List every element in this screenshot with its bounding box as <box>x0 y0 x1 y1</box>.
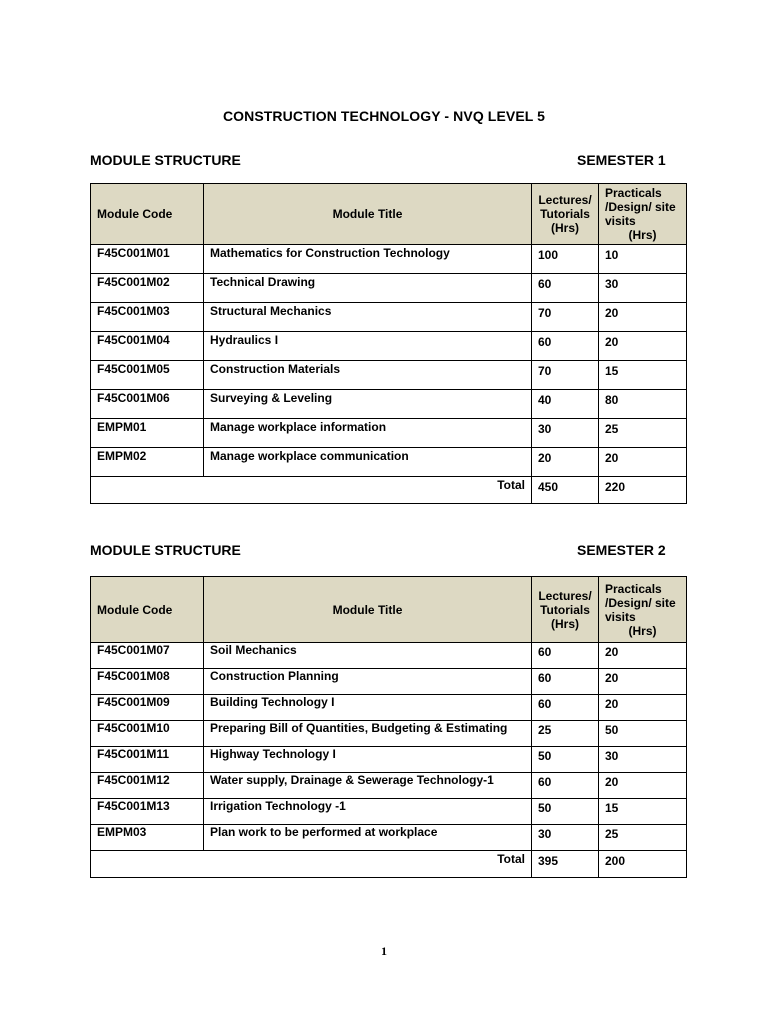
practicals-hrs-cell: 15 <box>599 799 687 825</box>
header-practicals-hrs: (Hrs) <box>628 228 657 242</box>
lectures-hrs-cell: 25 <box>532 721 599 747</box>
practicals-hrs-cell: 15 <box>599 361 687 390</box>
header-practicals <box>599 184 687 245</box>
document-title: CONSTRUCTION TECHNOLOGY - NVQ LEVEL 5 <box>222 108 546 124</box>
header-lectures <box>532 577 599 643</box>
table-body <box>91 245 687 477</box>
module-code-cell: F45C001M08 <box>91 669 204 695</box>
module-title-cell: Building Technology I <box>204 695 532 721</box>
lectures-hrs-cell: 60 <box>532 274 599 303</box>
header-practicals <box>599 577 687 643</box>
module-title-cell: Water supply, Drainage & Sewerage Technology-1 <box>204 773 532 799</box>
lectures-hrs-cell: 100 <box>532 245 599 274</box>
module-code-cell: F45C001M07 <box>91 643 204 669</box>
table-header-row <box>91 577 687 643</box>
semester-label: SEMESTER 1 <box>577 152 666 168</box>
module-code-cell: F45C001M02 <box>91 274 204 303</box>
lectures-hrs-cell: 20 <box>532 448 599 477</box>
table-row <box>91 245 687 274</box>
module-table-semester-2 <box>90 576 687 878</box>
practicals-hrs-cell: 10 <box>599 245 687 274</box>
practicals-hrs-cell: 30 <box>599 747 687 773</box>
lectures-hrs-cell: 50 <box>532 799 599 825</box>
practicals-hrs-cell: 20 <box>599 669 687 695</box>
module-title-cell: Hydraulics I <box>204 332 532 361</box>
total-label: Total <box>91 477 532 504</box>
total-label: Total <box>91 851 532 878</box>
practicals-hrs-cell: 30 <box>599 274 687 303</box>
table-row <box>91 390 687 419</box>
practicals-hrs-cell: 25 <box>599 825 687 851</box>
practicals-hrs-cell: 20 <box>599 695 687 721</box>
table-row <box>91 747 687 773</box>
header-lectures-label: Lectures/ Tutorials <box>538 588 592 617</box>
table-row <box>91 825 687 851</box>
module-title-cell: Structural Mechanics <box>204 303 532 332</box>
table-row <box>91 669 687 695</box>
lectures-hrs-cell: 60 <box>532 332 599 361</box>
module-code-cell: F45C001M03 <box>91 303 204 332</box>
module-code-cell: F45C001M04 <box>91 332 204 361</box>
lectures-hrs-cell: 70 <box>532 361 599 390</box>
lectures-hrs-cell: 30 <box>532 825 599 851</box>
module-code-cell: F45C001M12 <box>91 773 204 799</box>
table-row <box>91 419 687 448</box>
header-practicals-label: Practicals /Design/ site visits <box>605 186 676 228</box>
practicals-hrs-cell: 80 <box>599 390 687 419</box>
module-title-cell: Manage workplace information <box>204 419 532 448</box>
module-title-cell: Mathematics for Construction Technology <box>204 245 532 274</box>
table-row <box>91 361 687 390</box>
module-title-cell: Manage workplace communication <box>204 448 532 477</box>
table-row <box>91 274 687 303</box>
header-module-code: Module Code <box>91 184 204 245</box>
table-row <box>91 695 687 721</box>
module-code-cell: F45C001M01 <box>91 245 204 274</box>
table-row <box>91 643 687 669</box>
practicals-hrs-cell: 20 <box>599 448 687 477</box>
lectures-hrs-cell: 60 <box>532 773 599 799</box>
table-row <box>91 332 687 361</box>
table-body <box>91 643 687 851</box>
header-module-title: Module Title <box>204 184 532 245</box>
module-title-cell: Soil Mechanics <box>204 643 532 669</box>
module-title-cell: Highway Technology I <box>204 747 532 773</box>
lectures-hrs-cell: 30 <box>532 419 599 448</box>
table-row <box>91 721 687 747</box>
practicals-hrs-cell: 20 <box>599 643 687 669</box>
practicals-hrs-cell: 20 <box>599 332 687 361</box>
header-practicals-label: Practicals /Design/ site visits <box>605 581 676 624</box>
module-code-cell: F45C001M10 <box>91 721 204 747</box>
semester-label: SEMESTER 2 <box>577 542 666 558</box>
table-row <box>91 773 687 799</box>
practicals-hrs-cell: 20 <box>599 303 687 332</box>
module-title-cell: Surveying & Leveling <box>204 390 532 419</box>
practicals-hrs-cell: 25 <box>599 419 687 448</box>
module-code-cell: EMPM02 <box>91 448 204 477</box>
lectures-hrs-cell: 60 <box>532 643 599 669</box>
module-code-cell: EMPM01 <box>91 419 204 448</box>
practicals-hrs-cell: 50 <box>599 721 687 747</box>
module-code-cell: F45C001M11 <box>91 747 204 773</box>
total-lectures: 395 <box>532 851 599 878</box>
module-code-cell: F45C001M06 <box>91 390 204 419</box>
lectures-hrs-cell: 40 <box>532 390 599 419</box>
total-practicals: 220 <box>599 477 687 504</box>
header-practicals-hrs: (Hrs) <box>628 623 657 638</box>
module-title-cell: Plan work to be performed at workplace <box>204 825 532 851</box>
lectures-hrs-cell: 60 <box>532 669 599 695</box>
total-lectures: 450 <box>532 477 599 504</box>
module-code-cell: F45C001M05 <box>91 361 204 390</box>
total-practicals: 200 <box>599 851 687 878</box>
module-code-cell: F45C001M09 <box>91 695 204 721</box>
lectures-hrs-cell: 60 <box>532 695 599 721</box>
module-code-cell: F45C001M13 <box>91 799 204 825</box>
header-lectures-hrs: (Hrs) <box>550 616 579 631</box>
module-title-cell: Technical Drawing <box>204 274 532 303</box>
module-code-cell: EMPM03 <box>91 825 204 851</box>
module-title-cell: Construction Planning <box>204 669 532 695</box>
table-row <box>91 799 687 825</box>
header-module-title: Module Title <box>204 577 532 643</box>
module-title-cell: Irrigation Technology -1 <box>204 799 532 825</box>
total-row <box>91 477 687 504</box>
header-lectures-hrs: (Hrs) <box>550 221 579 235</box>
lectures-hrs-cell: 50 <box>532 747 599 773</box>
table-header-row <box>91 184 687 245</box>
header-module-code: Module Code <box>91 577 204 643</box>
module-title-cell: Construction Materials <box>204 361 532 390</box>
practicals-hrs-cell: 20 <box>599 773 687 799</box>
header-lectures <box>532 184 599 245</box>
module-table-semester-1 <box>90 183 687 504</box>
total-row <box>91 851 687 878</box>
table-row <box>91 448 687 477</box>
module-title-cell: Preparing Bill of Quantities, Budgeting & Estimating <box>204 721 532 747</box>
table-row <box>91 303 687 332</box>
module-structure-heading: MODULE STRUCTURE <box>90 152 241 168</box>
lectures-hrs-cell: 70 <box>532 303 599 332</box>
page-number: 1 <box>381 944 387 958</box>
module-structure-heading: MODULE STRUCTURE <box>90 542 241 558</box>
header-lectures-label: Lectures/ Tutorials <box>538 193 592 221</box>
